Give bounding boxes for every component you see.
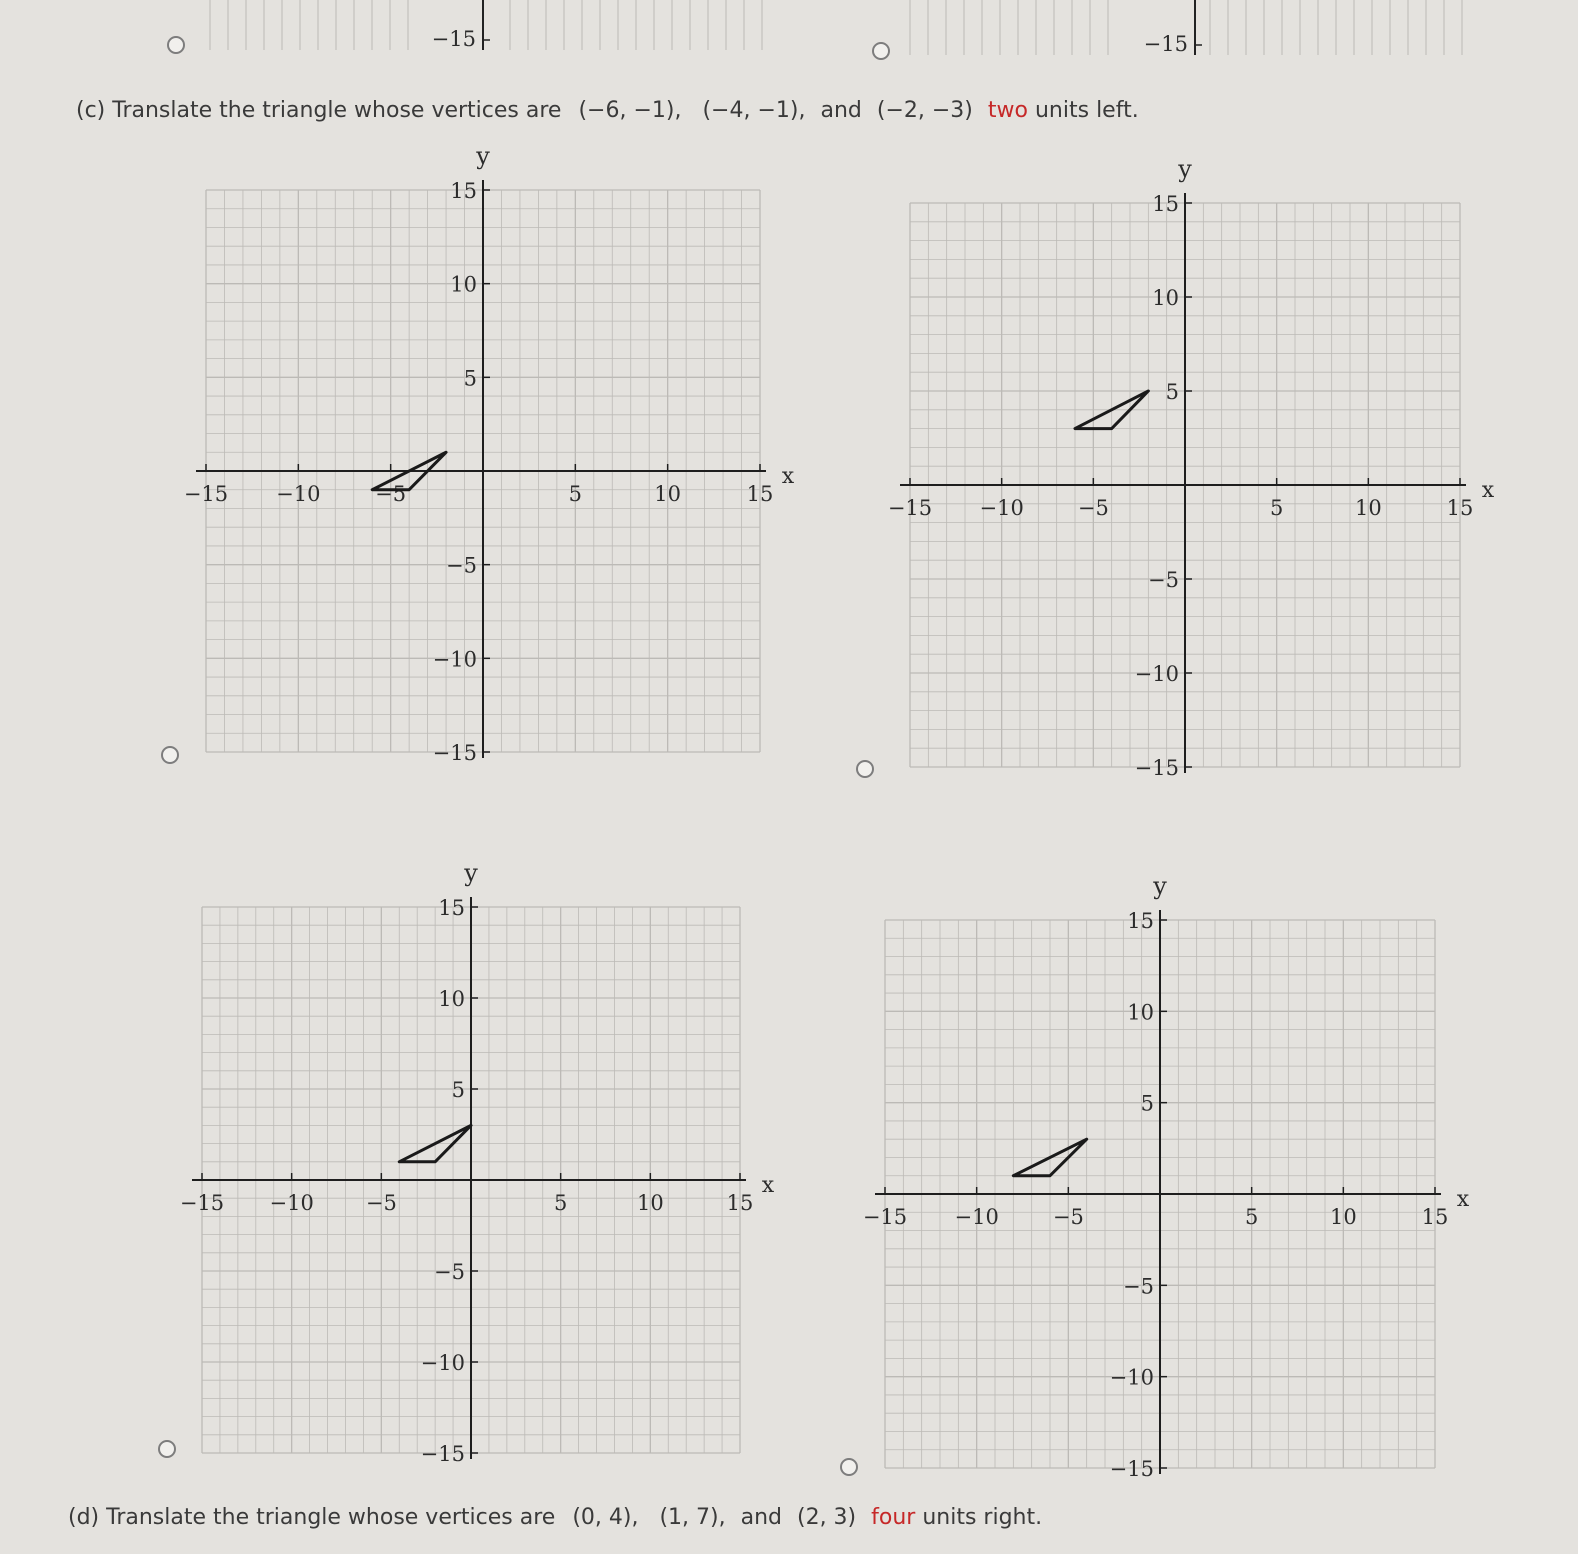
graph-option-3: [165, 855, 805, 1475]
x-tick-label: 5: [1244, 1205, 1259, 1229]
x-tick-label: −5: [365, 1191, 397, 1215]
x-tick-label: −10: [276, 482, 321, 506]
x-axis-label: x: [761, 1173, 775, 1198]
x-tick-label: −5: [1077, 496, 1109, 520]
y-tick-label: −5: [446, 553, 477, 578]
x-tick-label: 10: [1329, 1205, 1357, 1229]
prev-grid-left: [210, 0, 762, 50]
y-tick-label: 15: [1127, 909, 1154, 933]
question-d-text: [68, 1505, 1042, 1530]
y-tick-label: −10: [432, 647, 477, 672]
y-tick-label: 5: [1140, 1091, 1154, 1116]
x-tick-label: −10: [954, 1205, 999, 1229]
x-tick-label: −10: [979, 496, 1024, 520]
y-tick-label: 10: [1127, 1000, 1154, 1025]
question-c-vertex-3: (−2, −3): [876, 98, 973, 123]
y-tick-label: −5: [1148, 568, 1179, 592]
x-axis-label: x: [1481, 478, 1495, 503]
prev-tick-label-left: −15: [431, 27, 476, 51]
prev-graph-fragment-left: [190, 0, 770, 60]
radio-option-b-2[interactable]: [872, 42, 890, 60]
x-tick-label: −15: [183, 482, 229, 506]
question-d-vertex-1: (0, 4),: [572, 1505, 639, 1530]
x-tick-label: 5: [553, 1191, 568, 1215]
question-d-highlight: four: [871, 1505, 916, 1530]
question-c-vertex-1: (−6, −1),: [578, 98, 682, 123]
x-tick-label: −15: [887, 496, 933, 520]
x-tick-label: −5: [375, 482, 407, 506]
x-tick-label: 10: [1354, 496, 1382, 520]
x-tick-label: 15: [726, 1191, 754, 1215]
y-tick-label: 15: [438, 896, 465, 920]
y-tick-label: −10: [1109, 1365, 1154, 1390]
x-tick-label: −10: [269, 1191, 314, 1215]
graph-option-4: [850, 868, 1490, 1488]
graph-option-1: [170, 140, 810, 790]
question-d-suffix: units right.: [922, 1505, 1043, 1530]
y-tick-label: 10: [450, 272, 477, 297]
question-c-text: [76, 98, 1139, 123]
y-tick-label: −15: [432, 741, 477, 765]
y-tick-label: 15: [450, 179, 477, 203]
y-tick-label: −15: [420, 1442, 465, 1466]
x-tick-label: 5: [568, 482, 583, 506]
prev-graph-fragment-right: [900, 0, 1480, 65]
x-tick-label: −5: [1052, 1205, 1084, 1229]
y-tick-label: 5: [1165, 380, 1179, 404]
y-tick-label: −10: [420, 1351, 465, 1375]
y-axis-label: y: [1178, 155, 1192, 183]
x-tick-label: 10: [636, 1191, 664, 1215]
x-tick-label: −15: [862, 1205, 908, 1229]
question-c-highlight: two: [987, 98, 1028, 123]
y-tick-label: 10: [438, 987, 465, 1011]
x-tick-label: 5: [1269, 496, 1284, 520]
question-c-and: and: [820, 98, 862, 123]
question-d-prefix: (d) Translate the triangle whose vertices are: [68, 1505, 556, 1530]
y-axis-label: y: [476, 142, 490, 170]
question-c-suffix: units left.: [1034, 98, 1139, 123]
y-tick-label: 10: [1152, 286, 1179, 310]
question-d-vertex-2: (1, 7),: [659, 1505, 726, 1530]
x-axis-label: x: [1456, 1187, 1470, 1212]
y-tick-label: −5: [1123, 1274, 1154, 1299]
question-d-and: and: [740, 1505, 782, 1530]
question-c-prefix: (c) Translate the triangle whose vertices are: [76, 98, 562, 123]
x-tick-label: −15: [179, 1191, 225, 1215]
x-tick-label: 15: [746, 482, 774, 506]
radio-option-b-1[interactable]: [167, 36, 185, 54]
y-tick-label: 5: [451, 1078, 465, 1102]
y-tick-label: −5: [434, 1260, 465, 1284]
x-tick-label: 10: [654, 482, 682, 506]
x-tick-label: 15: [1446, 496, 1474, 520]
y-axis-label: y: [1153, 872, 1167, 900]
x-tick-label: 15: [1421, 1205, 1449, 1229]
y-axis-label: y: [464, 859, 478, 887]
question-c-vertex-2: (−4, −1),: [702, 98, 806, 123]
graph-option-2: [870, 145, 1510, 795]
y-tick-label: 15: [1152, 192, 1179, 216]
prev-tick-label-right: −15: [1143, 32, 1188, 56]
y-tick-label: 5: [463, 366, 477, 391]
question-d-vertex-3: (2, 3): [796, 1505, 857, 1530]
y-tick-label: −15: [1134, 756, 1179, 780]
y-tick-label: −10: [1134, 662, 1179, 686]
y-tick-label: −15: [1109, 1457, 1154, 1481]
x-axis-label: x: [781, 464, 795, 489]
